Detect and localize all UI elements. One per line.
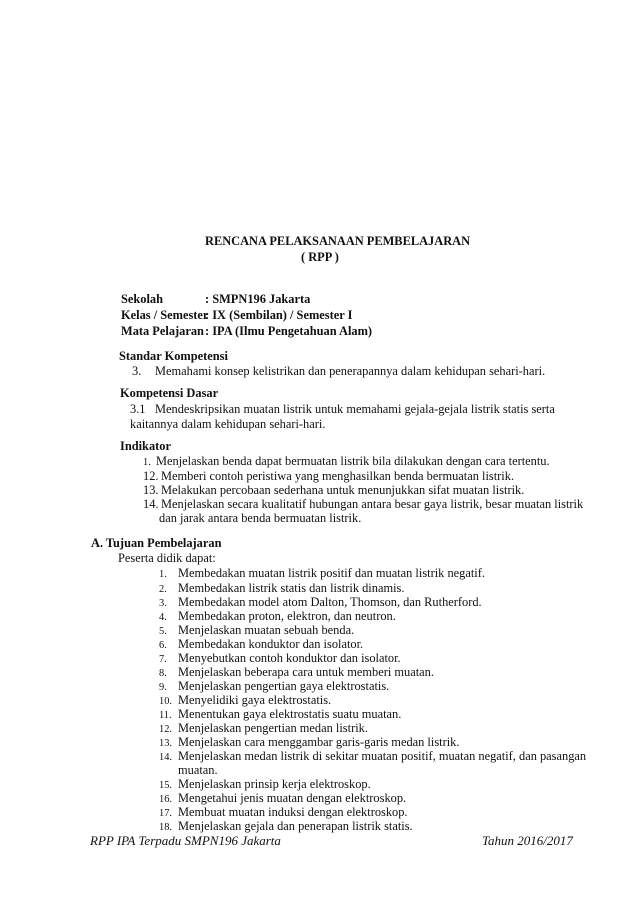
- info-label: Sekolah: [121, 292, 164, 306]
- tujuan-text: Membuat muatan induksi dengan elektroskop.: [178, 805, 408, 819]
- kompetensi-dasar-heading: Kompetensi Dasar: [120, 386, 219, 400]
- tujuan-text: Membedakan listrik statis dan listrik dinamis.: [178, 581, 405, 595]
- tujuan-text: Membedakan muatan listrik positif dan muatan listrik negatif.: [178, 566, 485, 580]
- tujuan-num: 16.: [159, 794, 172, 805]
- standar-kompetensi-text: Memahami konsep kelistrikan dan penerapannya dalam kehidupan sehari-hari.: [155, 364, 546, 378]
- tujuan-num: 4.: [159, 612, 167, 623]
- tujuan-heading: A. Tujuan Pembelajaran: [91, 536, 222, 550]
- tujuan-num: 3.: [159, 598, 167, 609]
- info-value: : SMPN196 Jakarta: [205, 292, 311, 306]
- info-row-sekolah: [121, 292, 310, 307]
- tujuan-text: Membedakan model atom Dalton, Thomson, dan Rutherford.: [178, 595, 482, 609]
- tujuan-text: Menjelaskan prinsip kerja elektroskop.: [178, 777, 371, 791]
- indikator-heading: Indikator: [120, 439, 171, 453]
- indikator-num: 14.: [143, 497, 159, 511]
- tujuan-num: 14.: [159, 752, 172, 763]
- standar-kompetensi-heading: Standar Kompetensi: [119, 349, 228, 363]
- indikator-num: 13.: [143, 483, 159, 497]
- kompetensi-dasar-num: 3.1: [130, 402, 146, 416]
- info-value: : IPA (Ilmu Pengetahuan Alam): [205, 324, 373, 338]
- info-label: Kelas / Semester: [121, 308, 209, 322]
- indikator-text: Memberi contoh peristiwa yang menghasilkan benda bermuatan listrik.: [161, 469, 515, 483]
- tujuan-intro: Peserta didik dapat:: [118, 551, 216, 565]
- tujuan-num: 10.: [159, 696, 172, 707]
- tujuan-num: 5.: [159, 626, 167, 637]
- tujuan-text: Membedakan konduktor dan isolator.: [178, 637, 364, 651]
- info-row-kelas: [121, 308, 352, 323]
- tujuan-text: Menjelaskan medan listrik di sekitar muatan positif, muatan negatif, dan pasangan: [178, 749, 587, 763]
- tujuan-num: 11.: [159, 710, 172, 721]
- tujuan-text: Menyebutkan contoh konduktor dan isolator.: [178, 651, 401, 665]
- tujuan-num: 1.: [159, 569, 167, 580]
- document-subtitle: ( RPP ): [301, 250, 339, 264]
- tujuan-text: Menjelaskan gejala dan penerapan listrik statis.: [178, 819, 413, 833]
- tujuan-num: 13.: [159, 738, 172, 749]
- footer-left: RPP IPA Terpadu SMPN196 Jakarta: [90, 833, 281, 848]
- indikator-num: 12.: [143, 469, 159, 483]
- tujuan-num: 18.: [159, 822, 172, 833]
- kompetensi-dasar-line1: Mendeskripsikan muatan listrik untuk memahami gejala-gejala listrik statis serta: [155, 402, 555, 416]
- tujuan-text: Menjelaskan cara menggambar garis-garis medan listrik.: [178, 735, 460, 749]
- tujuan-text: Menjelaskan muatan sebuah benda.: [178, 623, 355, 637]
- tujuan-text: Menjelaskan beberapa cara untuk memberi muatan.: [178, 665, 434, 679]
- footer-right: Tahun 2016/2017: [482, 833, 573, 848]
- tujuan-num: 17.: [159, 808, 172, 819]
- indikator-text-cont: dan jarak antara benda bermuatan listrik.: [159, 511, 362, 525]
- tujuan-text: Menyelidiki gaya elektrostatis.: [178, 693, 332, 707]
- tujuan-text: Membedakan proton, elektron, dan neutron.: [178, 609, 396, 623]
- tujuan-text: Menentukan gaya elektrostatis suatu muatan.: [178, 707, 402, 721]
- indikator-text: Melakukan percobaan sederhana untuk menunjukkan sifat muatan listrik.: [161, 483, 525, 497]
- tujuan-num: 9.: [159, 682, 167, 693]
- indikator-text: Menjelaskan secara kualitatif hubungan antara besar gaya listrik, besar muatan listrik: [161, 497, 584, 511]
- tujuan-num: 12.: [159, 724, 172, 735]
- kompetensi-dasar-line2: kaitannya dalam kehidupan sehari-hari.: [130, 417, 326, 431]
- tujuan-text-cont: muatan.: [178, 763, 218, 777]
- tujuan-num: 15.: [159, 780, 172, 791]
- tujuan-num: 6.: [159, 640, 167, 651]
- document-title: RENCANA PELAKSANAAN PEMBELAJARAN: [205, 234, 471, 248]
- info-row-mapel: [121, 324, 372, 339]
- tujuan-text: Menjelaskan pengertian medan listrik.: [178, 721, 368, 735]
- indikator-num: 1.: [143, 457, 151, 468]
- tujuan-num: 7.: [159, 654, 167, 665]
- info-label: Mata Pelajaran: [121, 324, 204, 338]
- tujuan-num: 8.: [159, 668, 167, 679]
- info-value: : IX (Sembilan) / Semester I: [205, 308, 353, 322]
- tujuan-text: Menjelaskan pengertian gaya elektrostatis.: [178, 679, 390, 693]
- tujuan-text: Mengetahui jenis muatan dengan elektroskop.: [178, 791, 407, 805]
- standar-kompetensi-num: 3.: [132, 364, 142, 378]
- indikator-text: Menjelaskan benda dapat bermuatan listrik bila dilakukan dengan cara tertentu.: [156, 454, 550, 468]
- tujuan-num: 2.: [159, 584, 167, 595]
